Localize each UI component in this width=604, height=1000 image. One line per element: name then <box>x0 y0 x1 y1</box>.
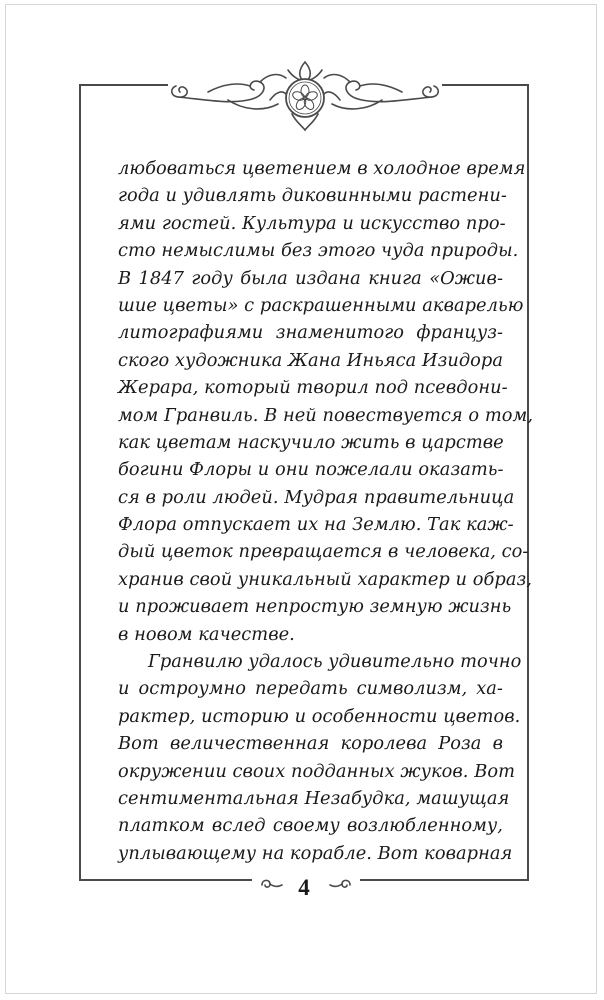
text-line: и проживает непростую земную жизнь <box>118 596 512 618</box>
text-line: сто немыслимы без этого чуда природы. <box>118 240 519 262</box>
text-line: ями гостей. Культура и искусство про- <box>118 212 506 234</box>
text-line: Вот величественная королева Роза в <box>118 733 503 755</box>
text-line: платком вслед своему возлюбленному, <box>118 815 503 837</box>
floral-ornament-top <box>168 56 442 132</box>
text-line: В 1847 году была издана книга «Ожив- <box>118 267 503 289</box>
text-line: богини Флоры и они пожелали оказать- <box>118 459 504 481</box>
text-line: мом Гранвиль. В ней повествуется о том, <box>118 404 534 426</box>
text-line: как цветам наскучило жить в царстве <box>118 431 504 453</box>
text-line: Жерара, который творил под псевдони- <box>118 377 508 399</box>
text-line: Гранвилю удалось удивительно точно <box>148 651 522 673</box>
text-line: любоваться цветением в холодное время <box>118 158 526 179</box>
text-line: года и удивлять диковинными растени- <box>118 185 507 207</box>
text-line: литографиями знаменитого француз- <box>118 322 503 344</box>
text-line: сентиментальная Незабудка, машущая <box>118 787 510 809</box>
text-line: ся в роли людей. Мудрая правительница <box>118 486 515 508</box>
text-line: шие цветы» с раскрашенными акварелью <box>118 294 524 316</box>
page-number: 4 <box>298 875 310 900</box>
text-line: в новом качестве. <box>118 623 295 645</box>
text-line: уплывающему на корабле. Вот коварная <box>118 842 513 864</box>
text-line: хранив свой уникальный характер и образ, <box>118 568 532 590</box>
text-line: ского художника Жана Иньяса Изидора <box>118 349 503 371</box>
text-line: и остроумно передать символизм, ха- <box>118 678 503 700</box>
body-text <box>118 155 534 867</box>
text-line: окружении своих подданных жуков. Вот <box>118 760 515 782</box>
text-line: дый цветок превращается в человека, со- <box>118 541 529 563</box>
text-line: Флора отпускает их на Землю. Так каж- <box>118 514 514 536</box>
text-line: рактер, историю и особенности цветов. <box>118 705 521 727</box>
